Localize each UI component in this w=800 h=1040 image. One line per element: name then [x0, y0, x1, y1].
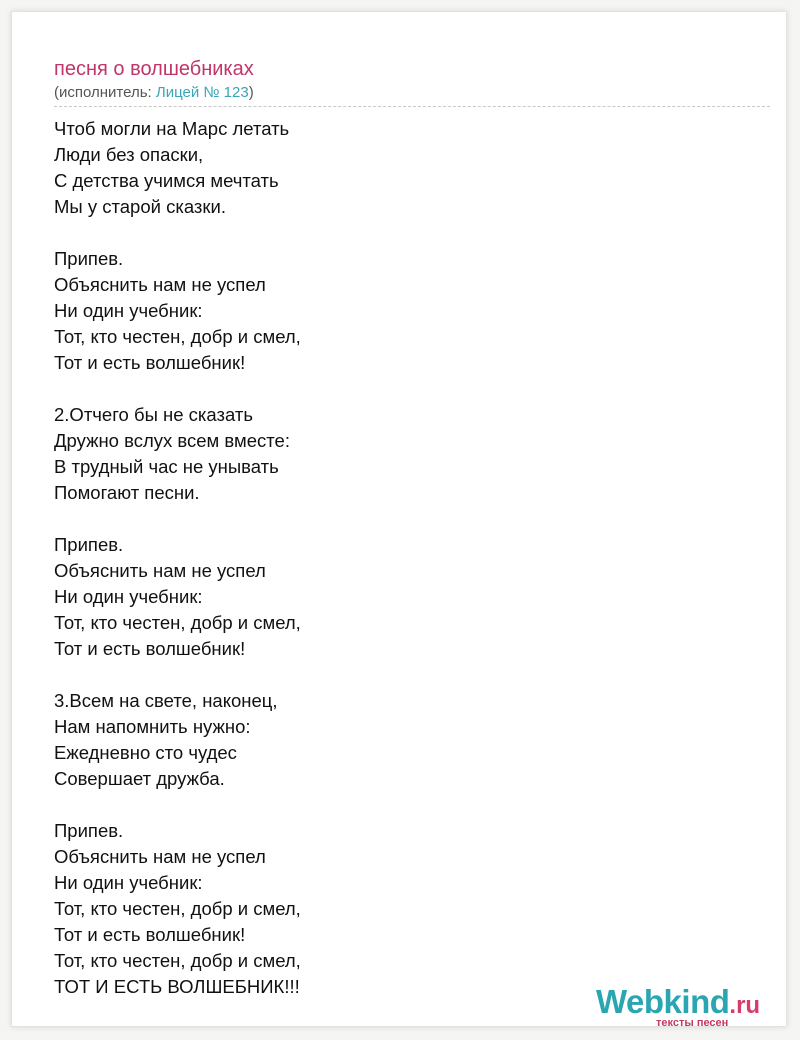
lyric-line: Тот и есть волшебник!	[54, 638, 246, 659]
lyric-line: Тот, кто честен, добр и смел,	[54, 326, 301, 347]
lyrics-body	[54, 116, 754, 1000]
lyric-line: 2.Отчего бы не сказать	[54, 404, 253, 425]
lyric-line: Чтоб могли на Марс летать	[54, 118, 290, 139]
lyric-line: Дружно вслух всем вместе:	[54, 430, 290, 451]
stanza-gap	[54, 376, 754, 402]
lyric-line: Люди без опаски,	[54, 144, 204, 165]
lyric-line: Тот, кто честен, добр и смел,	[54, 898, 301, 919]
stanza-gap	[54, 792, 754, 818]
artist-line	[54, 83, 254, 103]
stanza-gap	[54, 220, 754, 246]
lyric-line: Припев.	[54, 248, 124, 269]
lyric-line: Припев.	[54, 534, 124, 555]
logo-name: Webkind	[596, 983, 730, 1020]
lyric-line: Припев.	[54, 820, 124, 841]
lyric-line: Ни один учебник:	[54, 586, 203, 607]
lyric-line: С детства учимся мечтать	[54, 170, 279, 191]
lyrics-card	[11, 11, 787, 1027]
stanza-gap	[54, 506, 754, 532]
lyric-line: Тот и есть волшебник!	[54, 352, 246, 373]
song-title: песня о волшебниках	[54, 58, 254, 80]
lyric-line: Тот, кто честен, добр и смел,	[54, 950, 301, 971]
logo-tagline: тексты песен	[656, 1017, 729, 1029]
lyric-line: В трудный час не унывать	[54, 456, 279, 477]
lyric-line: Помогают песни.	[54, 482, 200, 503]
logo-tld: .ru	[729, 992, 761, 1019]
lyric-line: Нам напомнить нужно:	[54, 716, 251, 737]
artist-prefix: (исполнитель:	[54, 84, 156, 101]
lyric-line: Ни один учебник:	[54, 872, 203, 893]
artist-link[interactable]: Лицей № 123	[155, 84, 249, 101]
lyric-line: Совершает дружба.	[54, 768, 225, 789]
lyric-line: Мы у старой сказки.	[54, 196, 226, 217]
lyric-line: ТОТ И ЕСТЬ ВОЛШЕБНИК!!!	[54, 976, 300, 997]
lyric-line: Объяснить нам не успел	[54, 846, 266, 867]
lyric-line: Ежедневно сто чудес	[54, 742, 237, 763]
lyric-line: Ни один учебник:	[54, 300, 203, 321]
artist-suffix: )	[248, 84, 254, 101]
lyric-line: 3.Всем на свете, наконец,	[54, 690, 278, 711]
webkind-logo	[596, 982, 796, 1032]
stanza-gap	[54, 662, 754, 688]
title-divider	[54, 106, 770, 107]
lyric-line: Объяснить нам не успел	[54, 560, 266, 581]
lyric-line: Объяснить нам не успел	[54, 274, 266, 295]
lyric-line: Тот, кто честен, добр и смел,	[54, 612, 301, 633]
lyric-line: Тот и есть волшебник!	[54, 924, 246, 945]
